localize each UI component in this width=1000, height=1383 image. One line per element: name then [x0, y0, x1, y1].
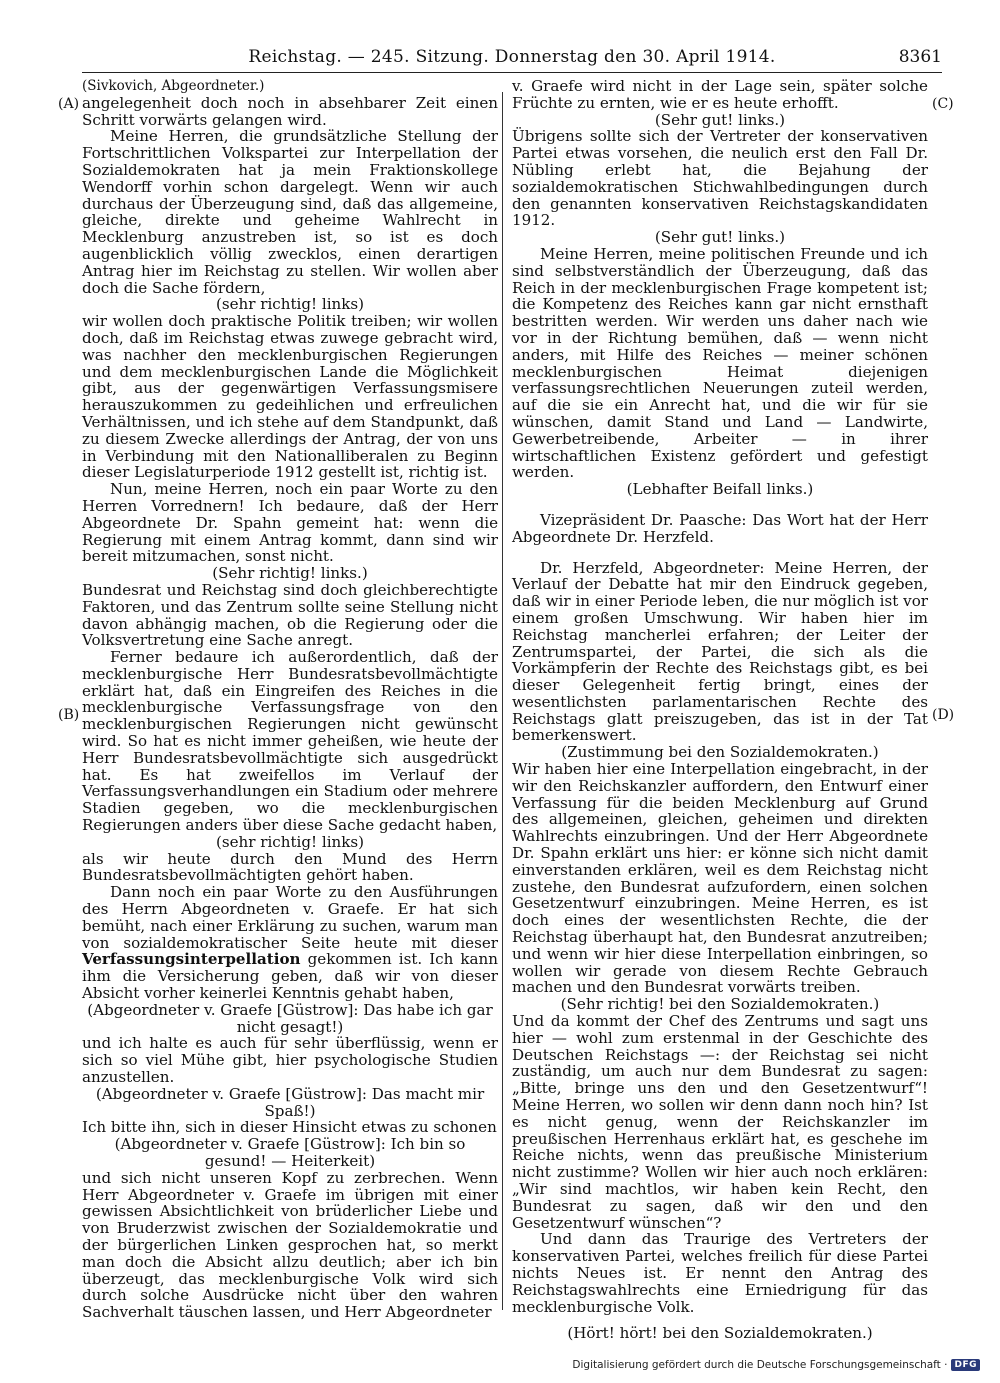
- paragraph: Meine Herren, meine politischen Freunde und ich sind selbstverständlich der Überzeugung, daß das Reich in der mecklenburgischen Frage kompetent ist; die Kompetenz des Reiches kann gar nicht ernsthaft bestritten werden. Wir werden uns daher nach wie vor in der Richtung bemühen, daß — wenn nicht anders, mit Hilfe des Reiches — meiner schönen mecklenburgischen Heimat diejenigen verfassungsrechtlichen Neuerungen zuteil werden, auf die sie ein Anrecht hat, und die wir für sie wünschen, damit Stand und Land — Landwirte, Gewerbetreibende, Arbeiter — in ihrer wirtschaftlichen Existenz gefördert und gefestigt werden.: [512, 244, 928, 482]
- digitization-footer: [572, 1359, 980, 1371]
- interjection: (Lebhafter Beifall links.): [626, 480, 814, 499]
- right-column: [512, 78, 928, 1342]
- left-column: [82, 78, 498, 1321]
- paragraph: Wir haben hier eine Interpellation eingebracht, in der wir den Reichskanzler auffordern, den Entwurf einer Verfassung für die beiden Mecklenburg auf Grund des allgemeinen, gleichen, geheimen und direkten Wahlrechts einzubringen. Und der Herr Abgeordnete Dr. Spahn erklärt uns hier: er könne sich nicht damit einverstanden erklären, weil es dem Reichstag nicht zustehe, den Bundesrat aufzufordern, einen solchen Gesetzentwurf einzubringen. Meine Herren, es ist doch eines der wesentlichsten Rechte, die der Reichstag überhaupt hat, den Bundesrat anzutreiben; und wenn wir hier diese Interpellation einbringen, so wollen wir gerade von diesem Rechte Gebrauch machen und den Bundesrat vorwärts treiben.: [512, 760, 928, 997]
- paragraph: Ich bitte ihn, sich in dieser Hinsicht etwas zu schonen: [82, 1118, 497, 1137]
- margin-mark-a: (A): [58, 96, 80, 112]
- paragraph: wir wollen doch praktische Politik treiben; wir wollen doch, daß im Reichstag etwas zuwege gebracht wird, was nachher den mecklenburgischen Regierungen und dem mecklenburgischen Lande die Möglichkeit gibt, aus der gegenwärtigen Verfassungsmisere herauszukommen zu gedeihlichen und erfreulichen Verhältnissen, und ich stehe auf dem Standpunkt, daß zu diesem Zwecke allerdings der Antrag, der von uns in Verbindung mit den Nationalliberalen zu Beginn dieser Legislaturperiode 1912 gestellt ist, richtig ist.: [82, 312, 498, 482]
- interjection: (Abgeordneter v. Graefe [Güstrow]: Das macht mir Spaß!): [95, 1084, 485, 1120]
- interjection: (Abgeordneter v. Graefe [Güstrow]: Ich bin so gesund! — Heiterkeit): [114, 1135, 466, 1170]
- interjection: (sehr richtig! links): [215, 832, 365, 851]
- interjection: (Sehr gut! links.): [654, 110, 786, 129]
- margin-mark-d: (D): [932, 707, 955, 723]
- paragraph: Bundesrat und Reichstag sind doch gleichberechtigte Faktoren, und das Zentrum sollte seine Stellung nicht davon abhängig machen, ob die Regierung oder die Volksvertretung eine Sache anregt.: [82, 580, 498, 650]
- paragraph: Nun, meine Herren, noch ein paar Worte zu den Herren Vorrednern! Ich bedaure, daß der Herr Abgeordnete Dr. Spahn gemeint hat: wenn die Regierung mit einem Antrag kommt, dann sind wir bereit mitzumachen, sonst nicht.: [82, 480, 498, 566]
- margin-mark-c: (C): [932, 96, 954, 112]
- interjection: (Abgeordneter v. Graefe [Güstrow]: Das habe ich gar nicht gesagt!): [87, 1000, 493, 1036]
- dfg-logo-icon: DFG: [951, 1359, 980, 1371]
- paragraph: Vizepräsident Dr. Paasche: Das Wort hat der Herr Abgeordnete Dr. Herzfeld.: [512, 510, 928, 546]
- emphasis-term: Verfassungsinterpellation: [82, 950, 301, 969]
- interjection: (Zustimmung bei den Sozialdemokraten.): [561, 743, 879, 762]
- paragraph: Meine Herren, die grundsätzliche Stellung der Fortschrittlichen Volkspartei zur Interpellation der Sozialdemokraten hat ja mein Fraktionskollege Wendorff vorhin schon dargelegt. Wenn wir auch durchaus der Überzeugung sind, daß das allgemeine, gleiche, direkte und geheime Wahlrecht in Mecklenburg anzustreben ist, so ist es doch augenblicklich völlig zwecklos, einen derartigen Antrag hier im Reichstag zu stellen. Wir wollen aber doch die Sache fördern,: [82, 127, 498, 297]
- header-rule: [82, 72, 942, 73]
- speaker-note: (Sivkovich, Abgeordneter.): [82, 78, 265, 94]
- paragraph: angelegenheit doch noch in absehbarer Zeit einen Schritt vorwärts gelangen wird.: [82, 93, 498, 129]
- interjection: (sehr richtig! links): [215, 295, 365, 314]
- page-number: 8361: [898, 47, 942, 67]
- paragraph: [82, 884, 498, 1002]
- paragraph-text: Dann noch ein paar Worte zu den Ausführungen des Herrn Abgeordneten v. Graefe. Er hat sich bemüht, nach einer Erklärung zu suchen, warum man von sozialdemokratischer Seite heute mit dieser: [82, 883, 498, 952]
- paragraph: Ferner bedaure ich außerordentlich, daß der mecklenburgische Herr Bundesratsbevollmächtigte erklärt hat, daß ein Eingreifen des Reiches in die mecklenburgische Verfassungsfrage von den mecklenburgischen Regierungen nicht gewünscht wird. So hat es nicht immer geheißen, wie heute der Herr Bundesratsbevollmächtigte sich ausgedrückt hat. Es hat zweifellos im Verlauf der Verfassungsverhandlungen ein Stadium oder mehrere Stadien gegeben, wo die mecklenburgischen Regierungen anders über diese Sache gedacht haben,: [82, 648, 498, 835]
- margin-mark-b: (B): [58, 707, 80, 723]
- paragraph: und sich nicht unseren Kopf zu zerbrechen. Wenn Herr Abgeordneter v. Graefe im übrigen mit einer gewissen Absichtlichkeit von brüderlicher Liebe und von Bruderzwist zwischen der Sozialdemokratie und der bürgerlichen Linken gesprochen hat, so merkt man doch die Absicht allzu deutlich; aber ich bin überzeugt, das mecklenburgische Volk wird sich durch solche Ausdrücke nicht über den wahren Sachverhalt täuschen lassen, und Herr Abgeordneter: [82, 1168, 498, 1322]
- page-header: [82, 47, 942, 71]
- column-divider: [502, 92, 503, 1310]
- running-title: Reichstag. — 245. Sitzung. Donnerstag den 30. April 1914.: [248, 47, 776, 67]
- paragraph: v. Graefe wird nicht in der Lage sein, später solche Früchte zu ernten, wie er es heute erhofft.: [512, 77, 928, 112]
- interjection: (Hört! hört! bei den Sozialdemokraten.): [567, 1324, 873, 1343]
- footer-text: Digitalisierung gefördert durch die Deutsche Forschungsgemeinschaft ·: [572, 1359, 948, 1371]
- paragraph-text: gekommen ist. Ich kann ihm die Versicherung geben, daß wir von dieser Absicht vorher keinerlei Kenntnis gehabt haben,: [82, 950, 498, 1003]
- interjection: (Sehr richtig! bei den Sozialdemokraten.): [560, 995, 880, 1014]
- paragraph: Übrigens sollte sich der Vertreter der konservativen Partei etwas vorsehen, die neulich erst den Fall Dr. Nübling erlebt hat, die Bejahung der sozialdemokratischen Stichwahlbedingungen durch den genannten konservativen Reichstagskandidaten 1912.: [512, 127, 928, 230]
- paragraph: Und da kommt der Chef des Zentrums und sagt uns hier — wohl zum erstenmal in der Geschichte des Deutschen Reichstags —: der Reichstag sei nicht zuständig, um auch nur dem Bundesrat zu sagen: „Bitte, bringe uns den und den Gesetzentwurf“! Meine Herren, wo sollen wir denn dann noch hin? Ist es nicht genug, wenn der Reichskanzler im preußischen Herrenhaus erklärt hat, es geschehe im Reiche nichts, wenn das preußische Ministerium nicht zustimme? Wollen wir hier auch noch erklären: „Wir sind machtlos, wir haben kein Recht, den Bundesrat zu sagen, daß wir den und den Gesetzentwurf wünschen“?: [512, 1012, 928, 1232]
- paragraph: Dr. Herzfeld, Abgeordneter: Meine Herren, der Verlauf der Debatte hat mir den Eindruck gegeben, daß wir in einer Periode leben, die nur möglich ist vor einem großen Umschwung. Wir haben hier im Reichstag mancherlei erfahren; der Leiter der Zentrumspartei, der Partei, die sich als die Vorkämpferin der Rechte des Reichstags gibt, es bei dieser Gelegenheit fertig bringt, eines der wesentlichsten parlamentarischen Rechte des Reichstags glatt preiszugeben, das ist in der Tat bemerkenswert.: [512, 558, 928, 745]
- paragraph: Und dann das Traurige des Vertreters der konservativen Partei, welches freilich für diese Partei nichts Neues ist. Er nennt den Antrag des Reichstagswahlrechts eine Erniedrigung für das mecklenburgische Volk.: [512, 1230, 928, 1316]
- interjection: (Sehr richtig! links.): [212, 564, 368, 583]
- paragraph: als wir heute durch den Mund des Herrn Bundesratsbevollmächtigten gehört haben.: [82, 849, 498, 885]
- interjection: (Sehr gut! links.): [654, 228, 786, 247]
- paragraph: und ich halte es auch für sehr überflüssig, wenn er sich so viel Mühe gibt, hier psychologische Studien anzustellen.: [82, 1034, 498, 1087]
